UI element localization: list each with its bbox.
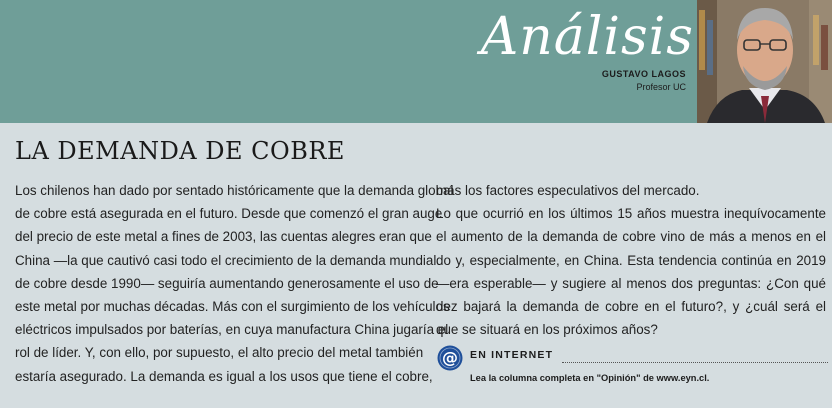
article-line: eléctricos impulsados por baterías, en cuya manufactura China jugaría el bbox=[15, 322, 449, 338]
section-title: Análisis bbox=[480, 7, 694, 67]
article-line: rol de líder. Y, con ello, por supuesto, el alto precio del metal también bbox=[15, 345, 424, 361]
author-role: Profesor UC bbox=[636, 82, 686, 92]
article-line: de cobre está asegurada en el futuro. Desde que comenzó el gran auge bbox=[15, 206, 443, 222]
article-line: Lo que ocurrió en los últimos 15 años muestra inequívocamente bbox=[436, 206, 826, 222]
author-portrait bbox=[697, 0, 832, 123]
article-line: dez bajará la demanda de cobre en el futuro?, y ¿cuál será el bbox=[436, 298, 826, 314]
internet-link-text[interactable]: Lea la columna completa en "Opinión" de www.eyn.cl. bbox=[470, 373, 710, 383]
article-line: que se situará en los próximos años? bbox=[436, 322, 658, 338]
internet-label: EN INTERNET bbox=[470, 349, 554, 361]
at-sign-icon bbox=[437, 345, 463, 371]
article-line: —era esperable— y sugiere al menos dos preguntas: ¿Con qué bbox=[436, 275, 826, 291]
svg-text:@: @ bbox=[442, 348, 458, 367]
article-column-1 bbox=[15, 179, 454, 388]
author-name: GUSTAVO LAGOS bbox=[601, 69, 686, 79]
article-line: este metal por muchas décadas. Más con el surgimiento de los vehículos bbox=[15, 298, 450, 314]
article-column-2 bbox=[436, 179, 826, 341]
article-line: China —la que cautivó casi todo el crecimiento de la demanda mundial bbox=[15, 252, 437, 268]
article-line: estaría asegurado. La demanda es igual a los usos que tiene el cobre, bbox=[15, 368, 433, 384]
article-line: el aumento de la demanda de cobre vino de más a menos en el bbox=[436, 229, 826, 245]
article-line: de cobre desde 1990— seguiría aumentando generosamente el uso de bbox=[15, 275, 439, 291]
article-line: do y, especialmente, en China. Esta tendencia continúa en 2019 bbox=[436, 252, 826, 268]
article-line: Los chilenos han dado por sentado históricamente que la demanda global bbox=[15, 183, 454, 198]
header-banner bbox=[0, 0, 832, 123]
article-line: del precio de este metal a fines de 2003, las cuentas alegres eran que bbox=[15, 229, 432, 245]
article-line: más los factores especulativos del mercado. bbox=[436, 183, 700, 198]
dotted-divider bbox=[562, 362, 828, 363]
article-title: LA DEMANDA DE COBRE bbox=[15, 137, 345, 165]
